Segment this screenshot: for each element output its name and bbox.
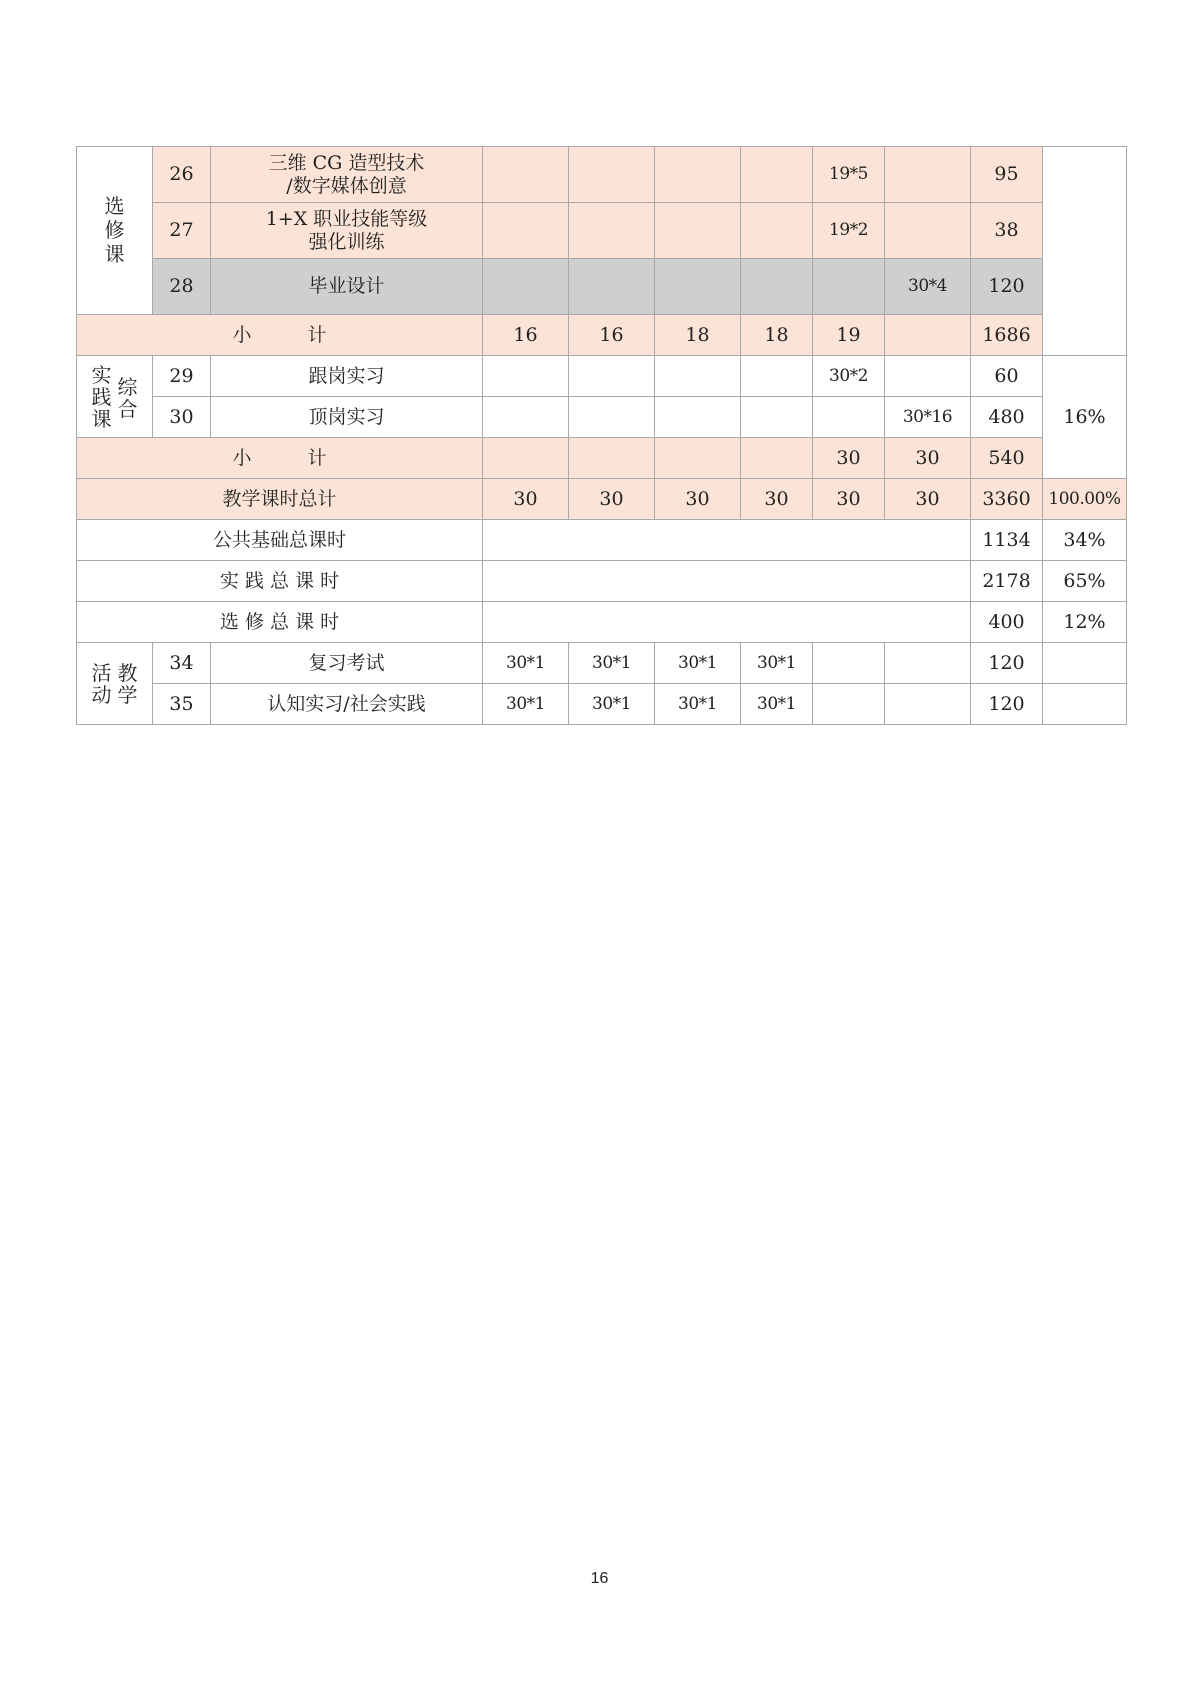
course-number: 29 xyxy=(153,356,211,397)
category-label-col2: 教学 xyxy=(117,660,138,707)
total-hours: 3360 xyxy=(971,479,1043,520)
semester-6-cell: 30 xyxy=(885,438,971,479)
total-hours: 400 xyxy=(971,602,1043,643)
table-row xyxy=(77,203,1127,259)
course-number: 28 xyxy=(153,259,211,315)
semester-6-cell xyxy=(885,356,971,397)
course-name-line1: 三维 CG 造型技术 xyxy=(268,151,425,174)
total-hours: 120 xyxy=(971,684,1043,725)
semester-1-cell xyxy=(483,356,569,397)
semester-2-cell xyxy=(569,147,655,203)
table-row xyxy=(77,684,1127,725)
summary-label: 实 践 总 课 时 xyxy=(77,561,483,602)
semester-6-cell xyxy=(885,203,971,259)
subtotal-row xyxy=(77,438,1127,479)
table-row xyxy=(77,147,1127,203)
semester-2-cell xyxy=(569,356,655,397)
table-row xyxy=(77,356,1127,397)
course-name xyxy=(211,147,483,203)
total-hours: 2178 xyxy=(971,561,1043,602)
page-number: 16 xyxy=(590,1570,609,1587)
semester-5-cell xyxy=(813,643,885,684)
semester-3-cell xyxy=(655,397,741,438)
semester-3-cell xyxy=(655,259,741,315)
semester-1-cell: 30 xyxy=(483,479,569,520)
semester-4-cell xyxy=(741,259,813,315)
category-label-col1: 活动 xyxy=(91,660,112,707)
semester-2-cell xyxy=(569,397,655,438)
summary-blank xyxy=(483,520,971,561)
total-hours: 480 xyxy=(971,397,1043,438)
course-name-line2: 强化训练 xyxy=(308,230,385,253)
semester-4-cell: 30*1 xyxy=(741,684,813,725)
semester-2-cell: 16 xyxy=(569,315,655,356)
semester-6-cell: 30 xyxy=(885,479,971,520)
grand-total-row xyxy=(77,479,1127,520)
total-hours: 38 xyxy=(971,203,1043,259)
summary-row xyxy=(77,561,1127,602)
total-hours: 120 xyxy=(971,259,1043,315)
total-hours: 540 xyxy=(971,438,1043,479)
category-practice xyxy=(77,356,153,438)
course-number: 27 xyxy=(153,203,211,259)
semester-1-cell xyxy=(483,438,569,479)
category-label-col1: 实践课 xyxy=(91,362,112,431)
subtotal-row xyxy=(77,315,1127,356)
semester-6-cell xyxy=(885,315,971,356)
semester-3-cell xyxy=(655,438,741,479)
semester-6-cell xyxy=(885,643,971,684)
semester-5-cell xyxy=(813,684,885,725)
semester-4-cell: 30*1 xyxy=(741,643,813,684)
summary-blank xyxy=(483,561,971,602)
semester-3-cell: 30*1 xyxy=(655,643,741,684)
semester-6-cell: 30*4 xyxy=(885,259,971,315)
course-name-line2: /数字媒体创意 xyxy=(286,174,407,197)
semester-2-cell: 30 xyxy=(569,479,655,520)
course-name xyxy=(211,203,483,259)
percent-cell: 100.00% xyxy=(1043,479,1127,520)
summary-label: 公共基础总课时 xyxy=(77,520,483,561)
course-number: 30 xyxy=(153,397,211,438)
summary-row xyxy=(77,602,1127,643)
semester-1-cell: 16 xyxy=(483,315,569,356)
semester-5-cell xyxy=(813,397,885,438)
summary-row xyxy=(77,520,1127,561)
table-row xyxy=(77,259,1127,315)
percent-cell: 65% xyxy=(1043,561,1127,602)
semester-5-cell xyxy=(813,259,885,315)
category-label-col2: 综合 xyxy=(117,374,138,421)
course-name: 顶岗实习 xyxy=(211,397,483,438)
semester-4-cell xyxy=(741,147,813,203)
course-schedule-table xyxy=(76,146,1127,725)
semester-1-cell xyxy=(483,203,569,259)
semester-3-cell: 30 xyxy=(655,479,741,520)
semester-2-cell xyxy=(569,259,655,315)
total-hours: 1134 xyxy=(971,520,1043,561)
subtotal-label: 小 计 xyxy=(77,315,483,356)
summary-label: 选 修 总 课 时 xyxy=(77,602,483,643)
category-elective: 选修课 xyxy=(77,147,153,315)
semester-1-cell xyxy=(483,147,569,203)
total-hours: 120 xyxy=(971,643,1043,684)
semester-2-cell: 30*1 xyxy=(569,684,655,725)
total-hours: 95 xyxy=(971,147,1043,203)
semester-2-cell: 30*1 xyxy=(569,643,655,684)
semester-4-cell xyxy=(741,203,813,259)
percent-cell-empty xyxy=(1043,147,1127,356)
course-number: 26 xyxy=(153,147,211,203)
semester-6-cell xyxy=(885,147,971,203)
semester-4-cell xyxy=(741,397,813,438)
semester-4-cell xyxy=(741,438,813,479)
semester-3-cell: 30*1 xyxy=(655,684,741,725)
course-name-line1: 1+X 职业技能等级 xyxy=(265,207,428,230)
semester-3-cell xyxy=(655,203,741,259)
semester-1-cell: 30*1 xyxy=(483,643,569,684)
semester-3-cell xyxy=(655,147,741,203)
grand-total-label: 教学课时总计 xyxy=(77,479,483,520)
course-name: 毕业设计 xyxy=(211,259,483,315)
semester-6-cell: 30*16 xyxy=(885,397,971,438)
percent-cell-empty xyxy=(1043,684,1127,725)
percent-cell: 12% xyxy=(1043,602,1127,643)
percent-cell-empty xyxy=(1043,643,1127,684)
semester-6-cell xyxy=(885,684,971,725)
percent-cell: 16% xyxy=(1043,356,1127,479)
percent-cell: 34% xyxy=(1043,520,1127,561)
semester-5-cell: 19*5 xyxy=(813,147,885,203)
course-number: 35 xyxy=(153,684,211,725)
course-name: 跟岗实习 xyxy=(211,356,483,397)
semester-2-cell xyxy=(569,203,655,259)
semester-5-cell: 19*2 xyxy=(813,203,885,259)
semester-2-cell xyxy=(569,438,655,479)
table-row xyxy=(77,643,1127,684)
semester-4-cell: 18 xyxy=(741,315,813,356)
summary-blank xyxy=(483,602,971,643)
semester-1-cell: 30*1 xyxy=(483,684,569,725)
semester-3-cell: 18 xyxy=(655,315,741,356)
total-hours: 1686 xyxy=(971,315,1043,356)
category-activities xyxy=(77,643,153,725)
semester-5-cell: 30 xyxy=(813,479,885,520)
table-row xyxy=(77,397,1127,438)
total-hours: 60 xyxy=(971,356,1043,397)
semester-5-cell: 19 xyxy=(813,315,885,356)
semester-4-cell xyxy=(741,356,813,397)
semester-3-cell xyxy=(655,356,741,397)
semester-5-cell: 30*2 xyxy=(813,356,885,397)
semester-1-cell xyxy=(483,259,569,315)
semester-1-cell xyxy=(483,397,569,438)
course-name: 认知实习/社会实践 xyxy=(211,684,483,725)
semester-4-cell: 30 xyxy=(741,479,813,520)
course-name: 复习考试 xyxy=(211,643,483,684)
subtotal-label: 小 计 xyxy=(77,438,483,479)
semester-5-cell: 30 xyxy=(813,438,885,479)
course-number: 34 xyxy=(153,643,211,684)
